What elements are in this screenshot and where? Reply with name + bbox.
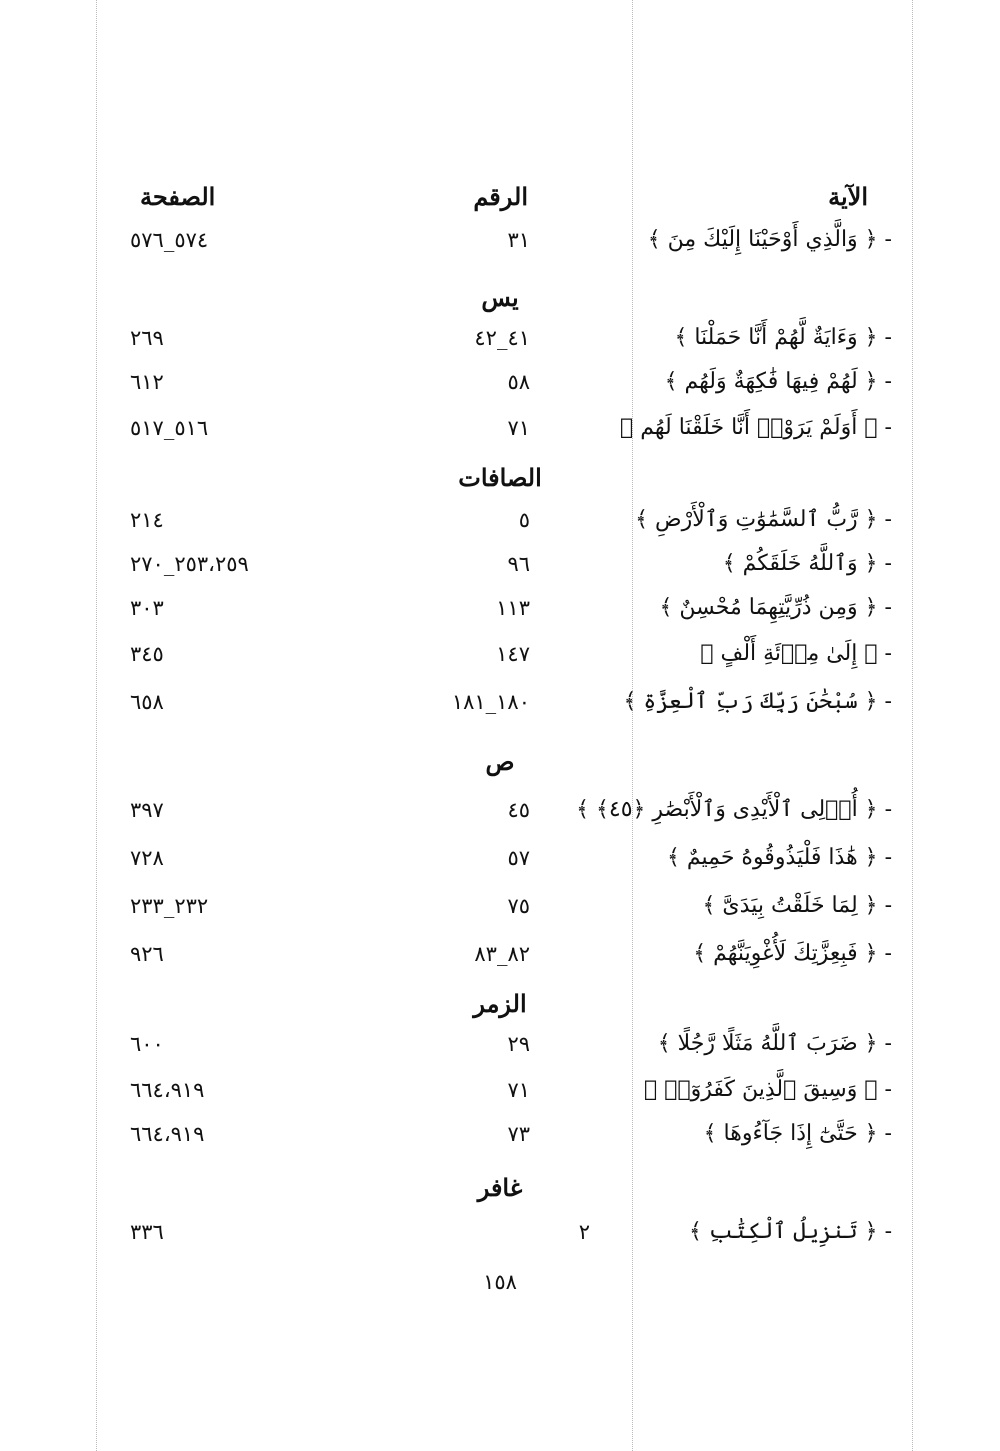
page-reference: ٦٦٤،٩١٩ [130,1122,205,1146]
page-reference: ٣٠٣ [130,596,164,620]
page-reference: ٣٩٧ [130,798,164,822]
ayah-text: - ﴿ وَالَّذِي أَوْحَيْنَا إِلَيْكَ مِنَ ﴾ [647,227,892,252]
surah-heading: الزمر [473,989,527,1018]
page-reference: ٥٧٤_٥٧٦ [130,228,209,252]
ayah-text: - ﴿ حَتَّىٰٓ إِذَا جَآءُوهَا ﴾ [703,1121,892,1146]
ayah-text: - ﴿ ضَرَبَ ٱللَّهُ مَثَلًا رَّجُلًا ﴾ [657,1031,892,1056]
ayah-number: ٧١ [507,416,530,440]
ayah-number: ٤١_٤٢ [474,326,530,350]
ayah-text: - ﴿ سُبْحَٰنَ رَبِّكَ رَبِّ ٱلْعِزَّةِ ﴾ [623,689,892,714]
page-reference: ٩٢٦ [130,942,164,966]
index-row [0,362,1000,402]
ayah-number: ٥٨ [507,370,530,394]
ayah-number: ٤٥ [507,798,530,822]
index-row [0,500,1000,540]
surah-heading: الصافات [458,463,542,492]
index-row [0,1114,1000,1154]
ayah-text: - ﴿ أَوَلَمْ يَرَوْا۟ أَنَّا خَلَقْنَا لَهُم ﴾ [620,415,892,440]
page-reference: ٦٠٠ [130,1032,164,1056]
page-reference: ٣٤٥ [130,642,164,666]
index-row [0,934,1000,974]
ayah-text: - ﴿ رَّبُّ ٱلسَّمَٰوَٰتِ وَٱلْأَرْضِ ﴾ [635,507,892,532]
index-row [0,790,1000,830]
page-reference: ٧٢٨ [130,846,164,870]
surah-heading: يس [481,283,519,312]
ayah-text: - ﴿ هَٰذَا فَلْيَذُوقُوهُ حَمِيمٌ ﴾ [666,845,892,870]
ayah-text: - ﴿ وَمِن ذُرِّيَّتِهِمَا مُحْسِنٌ ﴾ [659,595,892,620]
ayah-number: ١٨٠_١٨١ [451,690,530,714]
header-ayah: الآية [828,182,868,211]
ayah-number: ٧١ [507,1078,530,1102]
ayah-number: ١١٣ [496,596,530,620]
ayah-number: ٥ [518,508,530,532]
page-reference: ٢٦٩ [130,326,164,350]
index-row [0,1070,1000,1110]
index-row [0,682,1000,722]
ayah-number: ٧٣ [507,1122,530,1146]
index-row [0,634,1000,674]
index-row [0,1212,1000,1252]
page-reference: ٢١٤ [130,508,164,532]
page-reference: ٣٣٦ [130,1220,164,1244]
ayah-text: - ﴿ فَبِعِزَّتِكَ لَأُغْوِيَنَّهُمْ ﴾ [693,941,892,966]
page-reference: ٢٥٣،٢٥٩_٢٧٠ [130,552,249,576]
page-reference: ٥١٦_٥١٧ [130,416,209,440]
index-row [0,220,1000,260]
index-row [0,1024,1000,1064]
index-row [0,886,1000,926]
ayah-number: ٨٢_٨٣ [474,942,530,966]
header-number: الرقم [473,182,528,211]
ayah-number: ٩٦ [507,552,530,576]
ayah-number: ٣١ [507,228,530,252]
page-reference: ٦٥٨ [130,690,164,714]
page-number: ١٥٨ [483,1270,517,1294]
index-row [0,408,1000,448]
ayah-text: - ﴿ وَءَايَةٌ لَّهُمْ أَنَّا حَمَلْنَا ﴾ [674,325,892,350]
header-page: الصفحة [140,182,216,211]
page-reference: ٦١٢ [130,370,164,394]
index-row [0,588,1000,628]
ayah-text: - ﴿ وَسِيقَ ٱلَّذِينَ كَفَرُوٓا۟ ﴾ [644,1077,892,1102]
index-row [0,544,1000,584]
surah-heading: غافر [477,1173,523,1202]
surah-heading: ص [485,747,515,776]
ayah-text: - ﴿ لِمَا خَلَقْتُ بِيَدَىَّ ﴾ [702,893,892,918]
page-reference: ٢٣٢_٢٣٣ [130,894,209,918]
ayah-text: - ﴿ تَنزِيلُ ٱلْكِتَٰبِ ﴾ [689,1219,892,1244]
ayah-text: - ﴿ إِلَىٰ مِا۟ئَةِ أَلْفٍ ﴾ [700,641,892,666]
index-row [0,318,1000,358]
ayah-text: - ﴿ وَٱللَّهُ خَلَقَكُمْ ﴾ [722,551,892,576]
ayah-number: ٢ [578,1220,590,1244]
ayah-text: - ﴿ أُو۟لِى ٱلْأَيْدِى وَٱلْأَبْصَٰرِ ﴿٤٥﴾ ﴾ [576,797,892,822]
ayah-number: ٢٩ [507,1032,530,1056]
page-reference: ٦٦٤،٩١٩ [130,1078,205,1102]
index-row [0,838,1000,878]
ayah-number: ٥٧ [507,846,530,870]
ayah-number: ٧٥ [507,894,530,918]
ayah-text: - ﴿ لَهُمْ فِيهَا فَٰكِهَةٌ وَلَهُم ﴾ [664,369,892,394]
ayah-number: ١٤٧ [496,642,530,666]
